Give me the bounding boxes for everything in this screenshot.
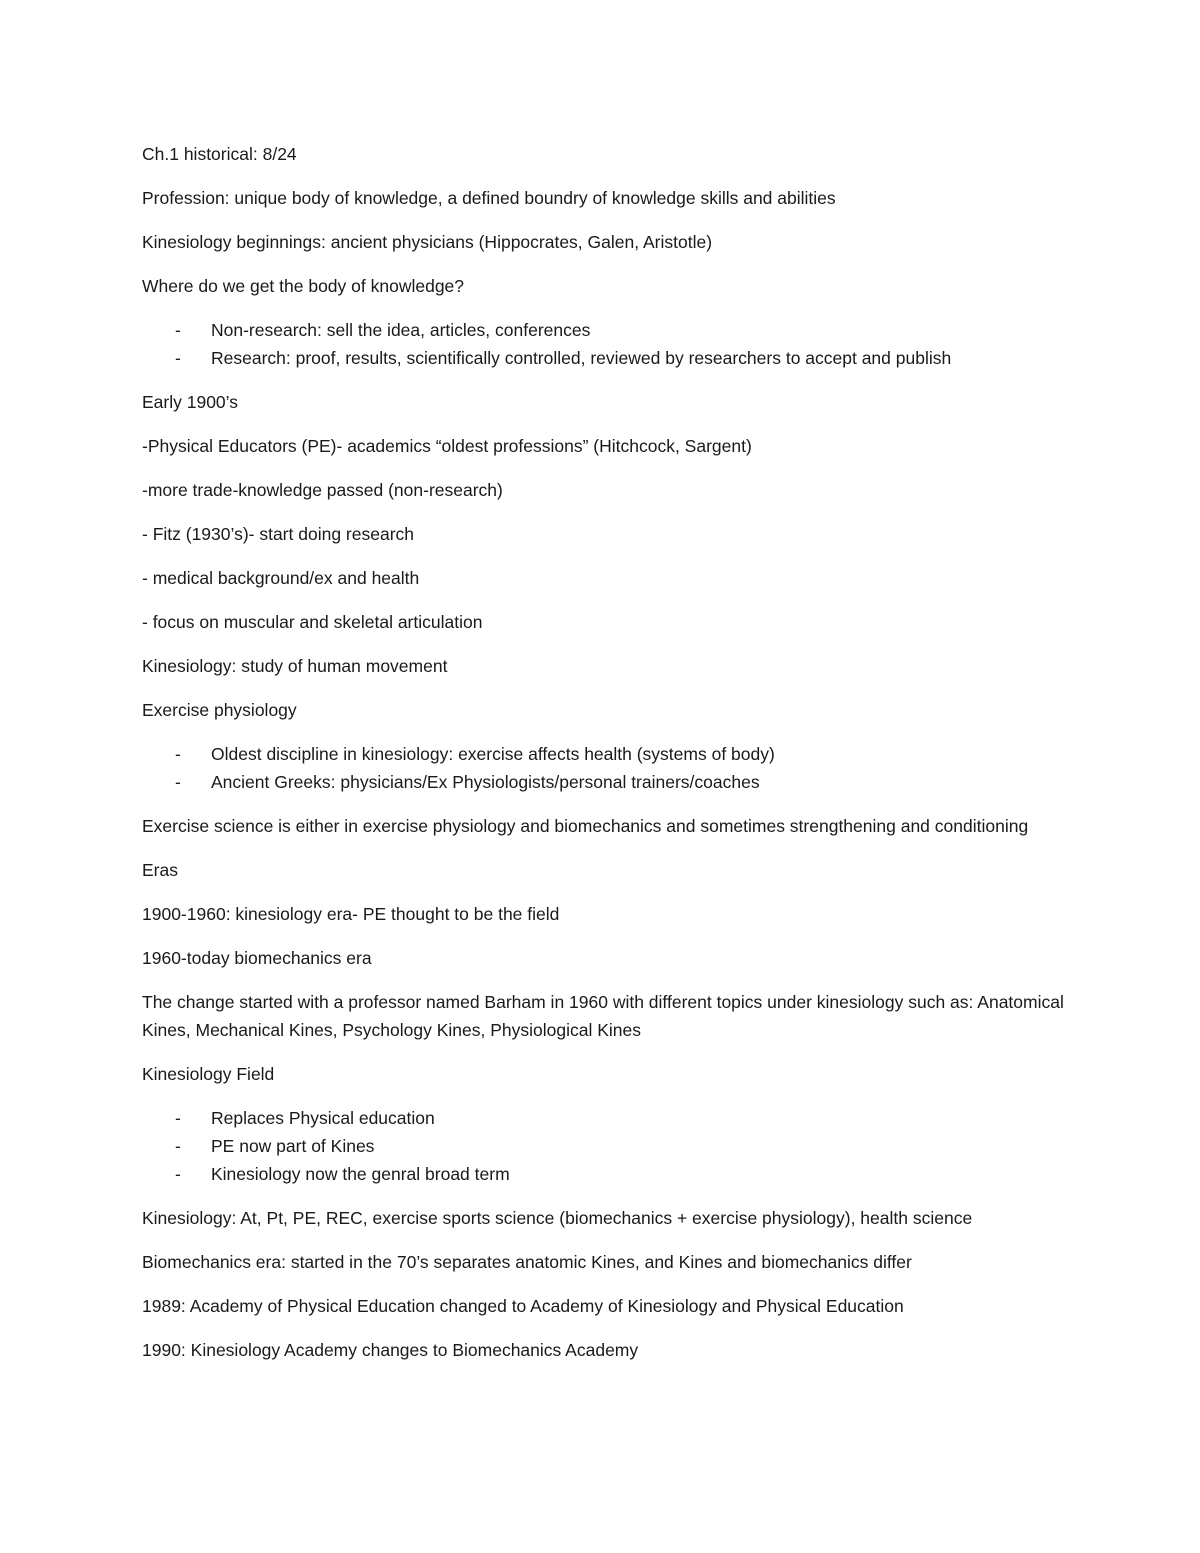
list-item-text: Ancient Greeks: physicians/Ex Physiologists/personal trainers/coaches	[211, 772, 760, 792]
bullet-dash: -	[175, 744, 181, 764]
list-item-text: Oldest discipline in kinesiology: exercise affects health (systems of body)	[211, 744, 775, 764]
paragraph: -more trade-knowledge passed (non-research)	[142, 480, 503, 500]
paragraph: Kinesiology Field	[142, 1064, 275, 1084]
paragraph: - focus on muscular and skeletal articulation	[142, 612, 483, 632]
list-item-text: Kinesiology now the genral broad term	[211, 1164, 510, 1184]
list-item-text: Research: proof, results, scientifically controlled, reviewed by researchers to accept and publish	[211, 348, 952, 368]
paragraph: Early 1900’s	[142, 392, 238, 412]
paragraph: 1960-today biomechanics era	[142, 948, 372, 968]
paragraph: Kinesiology: At, Pt, PE, REC, exercise sports science (biomechanics + exercise physiology), health science	[142, 1208, 973, 1228]
bullet-list	[142, 740, 1070, 796]
paragraph: 1990: Kinesiology Academy changes to Biomechanics Academy	[142, 1340, 639, 1360]
paragraph: The change started with a professor named Barham in 1960 with different topics under kinesiology such as: Anatomical Kines, Mechanical Kines, Psychology Kines, Physiological Kines	[142, 992, 1064, 1040]
list-item-text: PE now part of Kines	[211, 1136, 375, 1156]
bullet-dash: -	[175, 772, 181, 792]
bullet-dash: -	[175, 1164, 181, 1184]
list-item	[142, 1104, 1070, 1132]
paragraph: Eras	[142, 860, 178, 880]
paragraph: Biomechanics era: started in the 70’s separates anatomic Kines, and Kines and biomechanics differ	[142, 1252, 912, 1272]
list-item	[142, 768, 1070, 796]
bullet-dash: -	[175, 1108, 181, 1128]
paragraph: Where do we get the body of knowledge?	[142, 276, 465, 296]
bullet-dash: -	[175, 320, 181, 340]
paragraph: Ch.1 historical: 8/24	[142, 144, 297, 164]
paragraph: Kinesiology beginnings: ancient physicians (Hippocrates, Galen, Aristotle)	[142, 232, 713, 252]
list-item	[142, 344, 1070, 372]
list-item-text: Replaces Physical education	[211, 1108, 435, 1128]
paragraph: - Fitz (1930’s)- start doing research	[142, 524, 415, 544]
list-item-text: Non-research: sell the idea, articles, conferences	[211, 320, 591, 340]
paragraph: 1989: Academy of Physical Education changed to Academy of Kinesiology and Physical Education	[142, 1296, 904, 1316]
list-item	[142, 1160, 1070, 1188]
paragraph: 1900-1960: kinesiology era- PE thought to be the field	[142, 904, 560, 924]
bullet-list	[142, 316, 1070, 372]
paragraph: - medical background/ex and health	[142, 568, 420, 588]
bullet-dash: -	[175, 348, 181, 368]
paragraph: Kinesiology: study of human movement	[142, 656, 448, 676]
list-item	[142, 1132, 1070, 1160]
list-item	[142, 740, 1070, 768]
paragraph: Exercise physiology	[142, 700, 297, 720]
bullet-dash: -	[175, 1136, 181, 1156]
paragraph: -Physical Educators (PE)- academics “oldest professions” (Hitchcock, Sargent)	[142, 436, 752, 456]
list-item	[142, 316, 1070, 344]
paragraph: Profession: unique body of knowledge, a defined boundry of knowledge skills and abilities	[142, 188, 836, 208]
paragraph: Exercise science is either in exercise physiology and biomechanics and sometimes strengthening and conditioning	[142, 816, 1029, 836]
bullet-list	[142, 1104, 1070, 1188]
